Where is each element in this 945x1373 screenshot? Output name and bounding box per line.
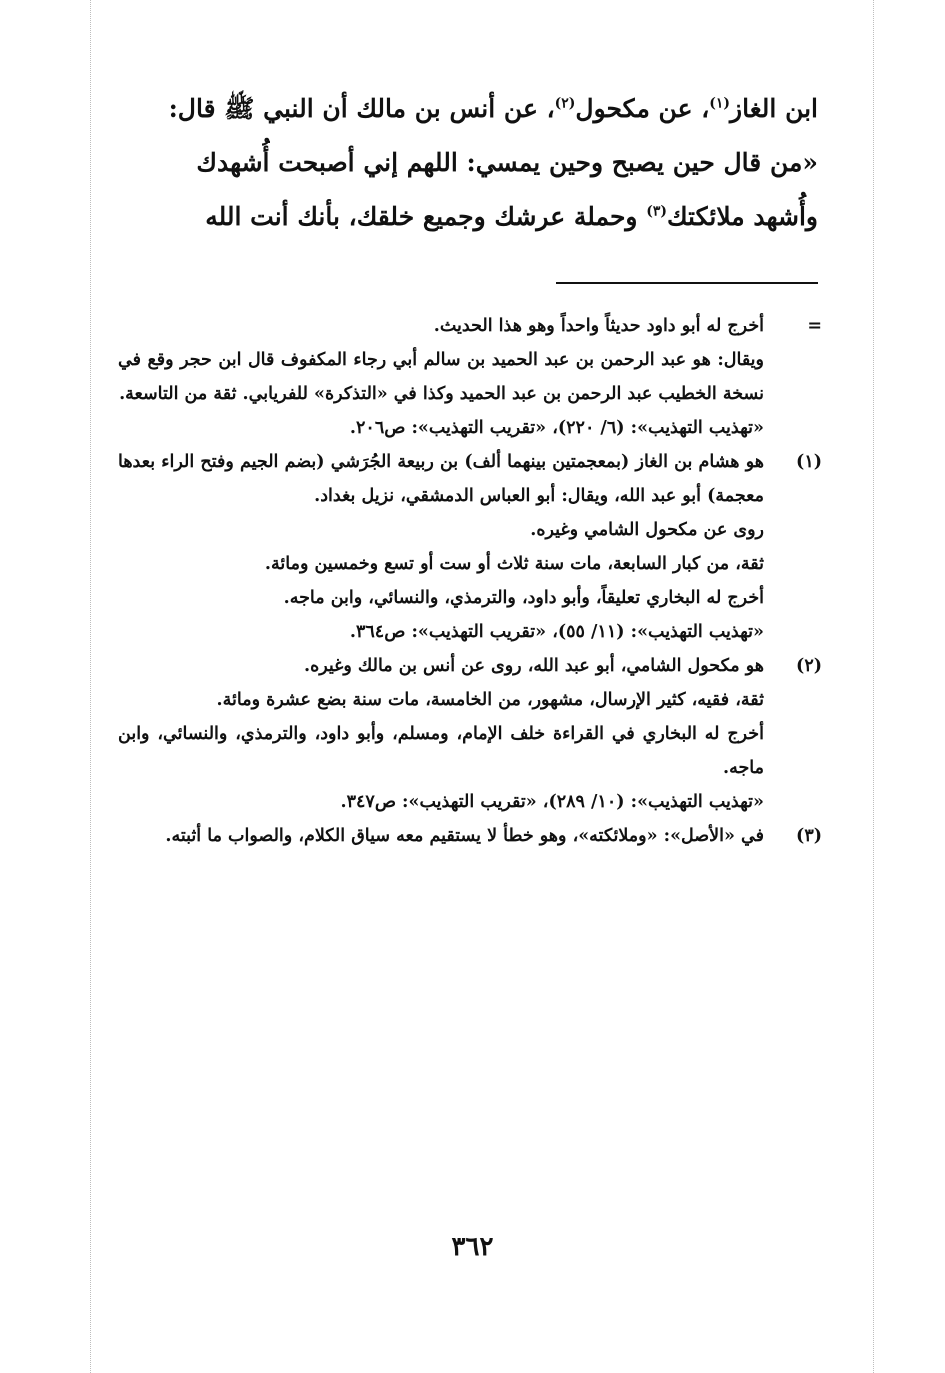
footnote-paragraph: روى عن مكحول الشامي وغيره. [530,520,764,540]
footnote-paragraph: أخرج له أبو داود حديثاً واحداً وهو هذا الحديث. [433,316,764,336]
footnote-3 [118,819,828,853]
hadith-text-segment: «من قال حين يصبح وحين يمسي: اللهم إني أصبحت أُشهدك [196,148,818,177]
footnote-paragraph: ويقال: هو عبد الرحمن بن عبد الحميد بن سالم أبي رجاء المكفوف قال ابن حجر وقع في نسخة الخطيب عبد الرحمن بن عبد الحميد وكذا في «التذكرة» للفريابي. ثقة من التاسعة. [118,350,764,404]
hadith-text-segment: وأُشهد ملائكتك [666,202,818,231]
footnote-paragraph: أخرج له البخاري في القراءة خلف الإمام، ومسلم، وأبو داود، والترمذي، والنسائي، وابن ماجه. [118,724,764,778]
footnote-ref-3[interactable]: (٣) [646,203,667,220]
footnote-paragraph: «تهذيب التهذيب»: (١٠/ ٢٨٩)، «تقريب التهذيب»: ص٣٤٧. [340,792,764,812]
hadith-text-segment: ، عن أنس بن مالك أن النبي ﷺ قال: [168,94,555,123]
footnote-paragraph: ثقة، فقيه، كثير الإرسال، مشهور، من الخامسة، مات سنة بضع عشرة ومائة. [216,690,764,710]
page-number: ٣٦٢ [451,1232,494,1262]
footnote-number: (١) [796,452,822,472]
hadith-text [118,82,818,244]
footnote-paragraph: هو هشام بن الغاز (بمعجمتين بينهما ألف) بن ربيعة الجُرَشي (بضم الجيم وفتح الراء بعدها معجمة) أبو عبد الله، ويقال: أبو العباس الدمشقي، نزيل بغداد. [118,452,764,506]
footnote-separator [556,282,818,284]
continuation-marker: = [807,316,822,336]
footnote-paragraph: أخرج له البخاري تعليقاً، وأبو داود، والترمذي، والنسائي، وابن ماجه. [283,588,764,608]
hadith-text-segment: وحملة عرشك وجميع خلقك، بأنك أنت الله [205,202,647,231]
hadith-line-3 [118,190,818,244]
footnote-number: (٢) [796,656,822,676]
footnote-paragraph: في «الأصل»: «وملائكته»، وهو خطأ لا يستقيم معه سياق الكلام، والصواب ما أثبته. [165,826,764,846]
margin-line-right [873,0,874,1373]
footnote-1 [118,445,828,649]
margin-line-left [90,0,91,1373]
footnote-ref-2[interactable]: (٢) [554,95,576,112]
footnote-2 [118,649,828,819]
footnote-paragraph: ثقة، من كبار السابعة، مات سنة ثلاث أو ست أو تسع وخمسين ومائة. [264,554,764,574]
footnote-ref-1[interactable]: (١) [709,95,731,112]
hadith-line-1 [118,82,818,136]
hadith-text-segment: ابن الغاز [730,94,818,123]
footnote-paragraph: هو مكحول الشامي، أبو عبد الله، روى عن أنس بن مالك وغيره. [303,656,764,676]
hadith-line-2 [118,136,818,190]
footnote-number: (٣) [796,826,822,846]
footnote-paragraph: «تهذيب التهذيب»: (١١/ ٥٥)، «تقريب التهذيب»: ص٣٦٤. [349,622,764,642]
hadith-text-segment: ، عن مكحول [575,94,710,123]
footnotes [118,308,828,853]
footnote-continuation [118,309,828,445]
footnote-paragraph: «تهذيب التهذيب»: (٦/ ٢٢٠)، «تقريب التهذيب»: ص٢٠٦. [349,418,764,438]
